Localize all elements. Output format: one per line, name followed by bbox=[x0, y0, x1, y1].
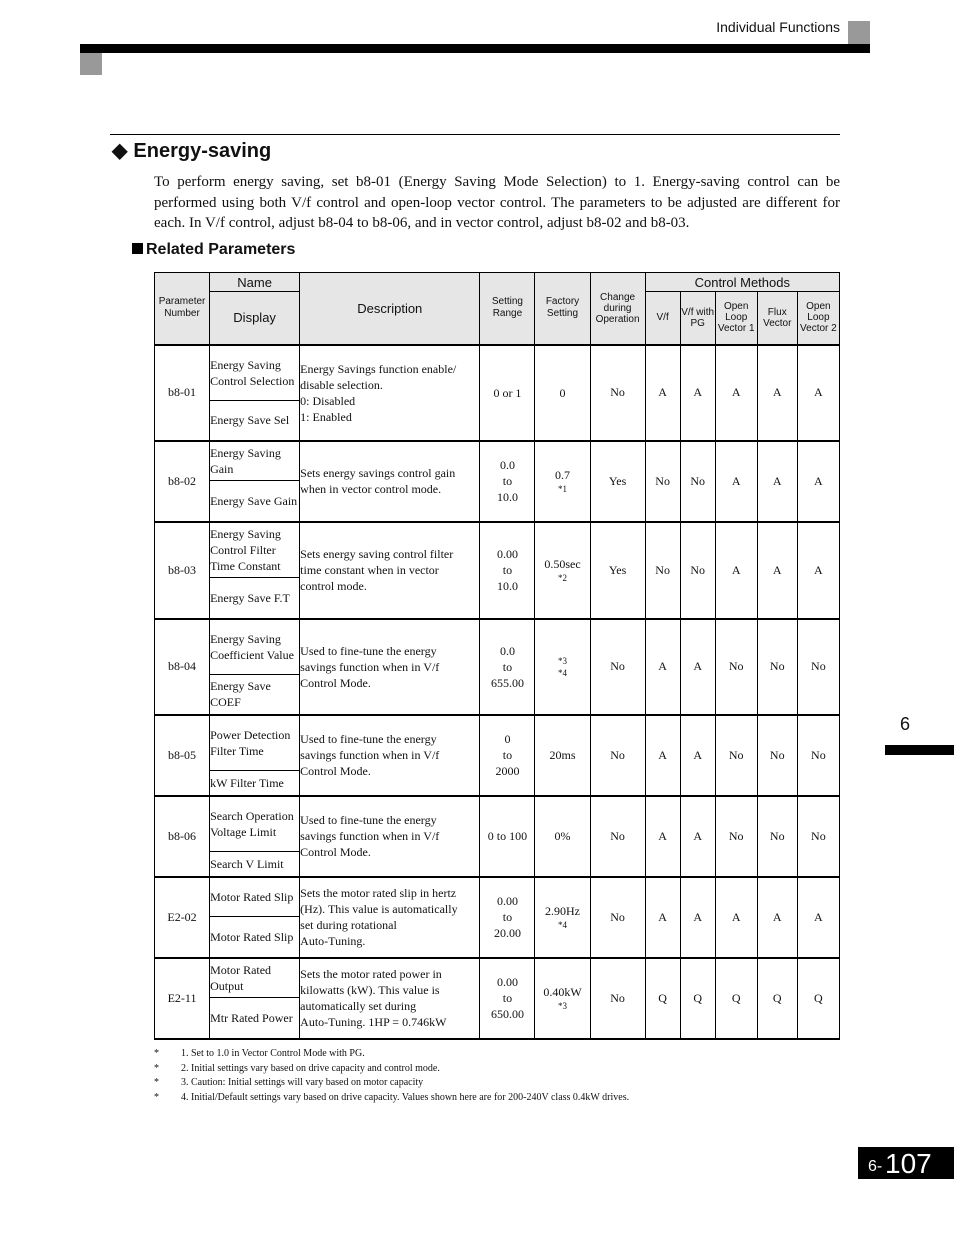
control-method-cell-4: No bbox=[757, 796, 797, 877]
text-line: Sets the motor rated slip in hertz bbox=[300, 886, 457, 900]
footnote-text: 1. Set to 1.0 in Vector Control Mode with PG. bbox=[181, 1048, 365, 1059]
control-method-cell-1: A bbox=[645, 877, 680, 958]
diamond-bullet-icon: ◆ bbox=[112, 140, 128, 162]
control-method-cell-3: A bbox=[715, 522, 757, 619]
param-description-cell bbox=[300, 619, 480, 715]
change-during-op-cell: Yes bbox=[590, 522, 645, 619]
text-line: to bbox=[502, 991, 513, 1005]
setting-range-cell bbox=[480, 796, 535, 877]
param-display-cell: Motor Rated Slip bbox=[210, 917, 300, 958]
factory-footnote-ref: *3 bbox=[558, 1001, 567, 1011]
text-line: 0.00 bbox=[496, 547, 518, 561]
footnote-mark: * bbox=[154, 1077, 159, 1089]
header-description: Description bbox=[300, 273, 480, 345]
setting-range-cell bbox=[480, 715, 535, 796]
change-during-op-cell: No bbox=[590, 345, 645, 441]
factory-value: 20ms bbox=[549, 748, 576, 762]
square-bullet-icon bbox=[132, 243, 143, 254]
param-name-cell: Energy Saving Coefficient Value bbox=[210, 619, 300, 675]
text-line: 0: Disabled bbox=[300, 393, 356, 408]
param-name-cell: Search Operation Voltage Limit bbox=[210, 796, 300, 852]
control-method-cell-5: A bbox=[797, 441, 839, 522]
text-line: 10.0 bbox=[496, 579, 518, 593]
header-gray-square bbox=[848, 21, 870, 45]
control-method-cell-5: Q bbox=[797, 958, 839, 1039]
subheading-text: Related Parameters bbox=[146, 241, 296, 258]
control-method-cell-1: Q bbox=[645, 958, 680, 1039]
footnote bbox=[154, 1047, 629, 1062]
text-line: 655.00 bbox=[490, 675, 524, 690]
param-display-cell: Energy Save Sel bbox=[210, 401, 300, 441]
param-name-cell: Energy Saving Control Selection bbox=[210, 345, 300, 401]
text-line: 0 or 1 bbox=[493, 385, 522, 400]
table-row bbox=[155, 345, 840, 401]
text-line: Auto-Tuning. 1HP = 0.746kW bbox=[300, 1015, 447, 1029]
param-number-cell: b8-05 bbox=[155, 715, 210, 796]
footnote-mark: * bbox=[154, 1091, 159, 1103]
control-method-cell-4: A bbox=[757, 345, 797, 441]
param-display-cell: Mtr Rated Power bbox=[210, 998, 300, 1039]
text-line: (Hz). This value is automatically bbox=[300, 902, 458, 916]
setting-range-cell bbox=[480, 522, 535, 619]
control-method-cell-3: No bbox=[715, 796, 757, 877]
param-number-cell: b8-04 bbox=[155, 619, 210, 715]
footnote-text: 3. Caution: Initial settings will vary based on motor capacity bbox=[181, 1077, 424, 1089]
control-method-cell-2: No bbox=[680, 522, 715, 619]
header-rule bbox=[80, 44, 870, 53]
page-number-box bbox=[858, 1147, 954, 1179]
text-line: 0.00 bbox=[496, 894, 518, 908]
footnote-mark: * bbox=[154, 1048, 159, 1059]
control-method-cell-2: A bbox=[680, 877, 715, 958]
table-row bbox=[155, 958, 840, 998]
param-name-cell: Power Detection Filter Time bbox=[210, 715, 300, 771]
text-line: to bbox=[502, 748, 513, 762]
param-name-cell: Energy Saving Control Filter Time Constant bbox=[210, 522, 300, 578]
text-line: Sets energy savings control gain bbox=[300, 466, 456, 480]
header-control-methods: Control Methods bbox=[645, 273, 839, 292]
factory-value: 0.40kW bbox=[543, 985, 582, 999]
control-method-cell-3: Q bbox=[715, 958, 757, 1039]
parameter-rows bbox=[155, 345, 840, 1039]
control-method-cell-3: A bbox=[715, 345, 757, 441]
footnote bbox=[154, 1062, 629, 1077]
header-setting-range: Setting Range bbox=[480, 273, 535, 345]
text-line: 650.00 bbox=[490, 1007, 524, 1021]
text-line: 0 bbox=[504, 732, 511, 746]
param-display-cell: Energy Save COEF bbox=[210, 675, 300, 715]
param-number-cell: b8-06 bbox=[155, 796, 210, 877]
text-line: 10.0 bbox=[496, 490, 518, 504]
param-description-cell bbox=[300, 796, 480, 877]
text-line: 20.00 bbox=[493, 926, 521, 940]
control-method-cell-4: A bbox=[757, 441, 797, 522]
text-line: Used to fine-tune the energy bbox=[300, 643, 437, 658]
header-param-number: Parameter Number bbox=[155, 273, 210, 345]
factory-footnote-ref: *1 bbox=[558, 484, 567, 494]
param-number-cell: b8-02 bbox=[155, 441, 210, 522]
control-method-cell-4: A bbox=[757, 877, 797, 958]
footnote bbox=[154, 1076, 629, 1091]
factory-setting-cell bbox=[535, 441, 590, 522]
text-line: to bbox=[502, 474, 513, 488]
param-number-cell: E2-11 bbox=[155, 958, 210, 1039]
factory-setting-cell bbox=[535, 877, 590, 958]
control-method-cell-5: No bbox=[797, 796, 839, 877]
text-line: to bbox=[502, 659, 513, 674]
factory-setting-cell bbox=[535, 345, 590, 441]
text-line: savings function when in V/f bbox=[300, 829, 440, 843]
factory-setting-cell bbox=[535, 522, 590, 619]
change-during-op-cell: No bbox=[590, 796, 645, 877]
control-method-cell-4: Q bbox=[757, 958, 797, 1039]
subheading bbox=[132, 241, 295, 259]
param-display-cell: kW Filter Time bbox=[210, 771, 300, 796]
intro-paragraph: To perform energy saving, set b8-01 (Energy Saving Mode Selection) to 1. Energy-saving control can be performed using both V/f control and open-loop vector control. The parameters to be adjusted are different for each. In V/f control, adjust b8-04 to b8-06, and in vector control, adjust b8-02 and b8-03. bbox=[154, 174, 840, 231]
control-method-cell-4: No bbox=[757, 619, 797, 715]
section-title bbox=[112, 138, 271, 163]
chapter-tab-bar bbox=[885, 745, 954, 755]
text-line: Sets the motor rated power in bbox=[300, 967, 442, 981]
header-left-square bbox=[80, 53, 102, 75]
text-line: to bbox=[502, 563, 513, 577]
section-rule bbox=[110, 134, 840, 135]
factory-value: 2.90Hz bbox=[545, 904, 580, 918]
parameters-table bbox=[154, 272, 840, 1040]
header-method-flux: Flux Vector bbox=[757, 292, 797, 345]
header-factory-setting: Factory Setting bbox=[535, 273, 590, 345]
header-method-olv2: Open Loop Vector 2 bbox=[797, 292, 839, 345]
change-during-op-cell: Yes bbox=[590, 441, 645, 522]
header-method-vf: V/f bbox=[645, 292, 680, 345]
footnote-mark: * bbox=[154, 1062, 159, 1074]
setting-range-cell bbox=[480, 441, 535, 522]
param-description-cell bbox=[300, 877, 480, 958]
setting-range-cell bbox=[480, 958, 535, 1039]
factory-setting-cell bbox=[535, 958, 590, 1039]
text-line: control mode. bbox=[300, 579, 367, 593]
text-line: 1: Enabled bbox=[300, 409, 352, 424]
setting-range-cell bbox=[480, 619, 535, 715]
text-line: 0.00 bbox=[496, 975, 518, 989]
param-name-cell: Motor Rated Slip bbox=[210, 877, 300, 917]
param-description-cell bbox=[300, 715, 480, 796]
factory-footnote-ref: *2 bbox=[558, 573, 567, 583]
param-number-cell: E2-02 bbox=[155, 877, 210, 958]
text-line: Used to fine-tune the energy bbox=[300, 732, 437, 746]
control-method-cell-4: A bbox=[757, 522, 797, 619]
control-method-cell-5: A bbox=[797, 345, 839, 441]
header-display: Display bbox=[210, 292, 300, 345]
text-line: time constant when in vector bbox=[300, 563, 439, 577]
control-method-cell-1: A bbox=[645, 619, 680, 715]
factory-footnote-ref: *4 bbox=[558, 920, 567, 930]
header-method-vf-pg: V/f with PG bbox=[680, 292, 715, 345]
change-during-op-cell: No bbox=[590, 619, 645, 715]
header-change-during-operation: Change during Operation bbox=[590, 273, 645, 345]
factory-setting-cell bbox=[535, 619, 590, 715]
param-description-cell bbox=[300, 958, 480, 1039]
text-line: 0.0 bbox=[499, 643, 515, 658]
factory-value: 0.50sec bbox=[544, 557, 581, 571]
param-number-cell: b8-01 bbox=[155, 345, 210, 441]
text-line: Energy Savings function enable/ bbox=[300, 361, 457, 376]
control-method-cell-2: A bbox=[680, 715, 715, 796]
footnote-text: 2. Initial settings vary based on drive capacity and control mode. bbox=[181, 1062, 440, 1074]
section-title-text: Energy-saving bbox=[133, 140, 272, 162]
setting-range-cell bbox=[480, 345, 535, 441]
text-line: savings function when in V/f bbox=[300, 748, 440, 762]
change-during-op-cell: No bbox=[590, 715, 645, 796]
control-method-cell-1: A bbox=[645, 345, 680, 441]
text-line: disable selection. bbox=[300, 377, 383, 392]
footnote-text: 4. Initial/Default settings vary based on drive capacity. Values shown here are for 200-240V class 0.4kW drives. bbox=[181, 1091, 630, 1103]
header-method-olv1: Open Loop Vector 1 bbox=[715, 292, 757, 345]
text-line: Control Mode. bbox=[300, 675, 371, 690]
control-method-cell-2: A bbox=[680, 796, 715, 877]
table-row bbox=[155, 796, 840, 852]
param-number-cell: b8-03 bbox=[155, 522, 210, 619]
control-method-cell-2: A bbox=[680, 345, 715, 441]
text-line: set during rotational bbox=[300, 918, 397, 932]
footnote bbox=[154, 1091, 629, 1106]
param-display-cell: Energy Save Gain bbox=[210, 481, 300, 522]
control-method-cell-3: A bbox=[715, 877, 757, 958]
factory-value: 0 bbox=[559, 385, 566, 400]
footnotes bbox=[154, 1047, 629, 1105]
setting-range-cell bbox=[480, 877, 535, 958]
text-line: to bbox=[502, 910, 513, 924]
text-line: 0.0 bbox=[499, 458, 515, 472]
text-line: Control Mode. bbox=[300, 845, 371, 859]
page-number: 107 bbox=[885, 1148, 932, 1179]
header-name: Name bbox=[210, 273, 300, 292]
param-description-cell bbox=[300, 441, 480, 522]
text-line: automatically set during bbox=[300, 999, 417, 1013]
control-method-cell-3: A bbox=[715, 441, 757, 522]
text-line: 2000 bbox=[495, 764, 520, 778]
text-line: Control Mode. bbox=[300, 764, 371, 778]
control-method-cell-5: No bbox=[797, 619, 839, 715]
table-row bbox=[155, 441, 840, 481]
change-during-op-cell: No bbox=[590, 877, 645, 958]
control-method-cell-5: A bbox=[797, 877, 839, 958]
text-line: Auto-Tuning. bbox=[300, 934, 366, 948]
param-description-cell bbox=[300, 522, 480, 619]
param-name-cell: Motor Rated Output bbox=[210, 958, 300, 998]
param-name-cell: Energy Saving Gain bbox=[210, 441, 300, 481]
control-method-cell-3: No bbox=[715, 619, 757, 715]
control-method-cell-1: A bbox=[645, 796, 680, 877]
factory-value: 0.7 bbox=[555, 468, 570, 482]
text-line: kilowatts (kW). This value is bbox=[300, 983, 440, 997]
chapter-tab-number: 6 bbox=[900, 714, 911, 734]
control-method-cell-1: No bbox=[645, 522, 680, 619]
control-method-cell-2: Q bbox=[680, 958, 715, 1039]
text-line: when in vector control mode. bbox=[300, 482, 442, 496]
text-line: 0 to 100 bbox=[487, 829, 528, 843]
param-display-cell: Energy Save F.T bbox=[210, 578, 300, 619]
control-method-cell-1: A bbox=[645, 715, 680, 796]
param-description-cell bbox=[300, 345, 480, 441]
control-method-cell-3: No bbox=[715, 715, 757, 796]
text-line: Used to fine-tune the energy bbox=[300, 813, 437, 827]
table-row bbox=[155, 715, 840, 771]
table-row bbox=[155, 522, 840, 578]
control-method-cell-2: No bbox=[680, 441, 715, 522]
factory-footnote-ref: *4 bbox=[558, 667, 567, 678]
control-method-cell-4: No bbox=[757, 715, 797, 796]
text-line: Sets energy saving control filter bbox=[300, 547, 454, 561]
control-method-cell-5: A bbox=[797, 522, 839, 619]
table-row bbox=[155, 619, 840, 675]
param-display-cell: Search V Limit bbox=[210, 852, 300, 877]
running-header: Individual Functions bbox=[716, 19, 840, 35]
factory-setting-cell bbox=[535, 715, 590, 796]
factory-value: 0% bbox=[554, 829, 571, 843]
control-method-cell-5: No bbox=[797, 715, 839, 796]
control-method-cell-2: A bbox=[680, 619, 715, 715]
factory-setting-cell bbox=[535, 796, 590, 877]
text-line: savings function when in V/f bbox=[300, 659, 440, 674]
change-during-op-cell: No bbox=[590, 958, 645, 1039]
page-number-prefix: 6- bbox=[868, 1158, 883, 1175]
table-row bbox=[155, 877, 840, 917]
control-method-cell-1: No bbox=[645, 441, 680, 522]
factory-value: *3 bbox=[558, 655, 567, 666]
